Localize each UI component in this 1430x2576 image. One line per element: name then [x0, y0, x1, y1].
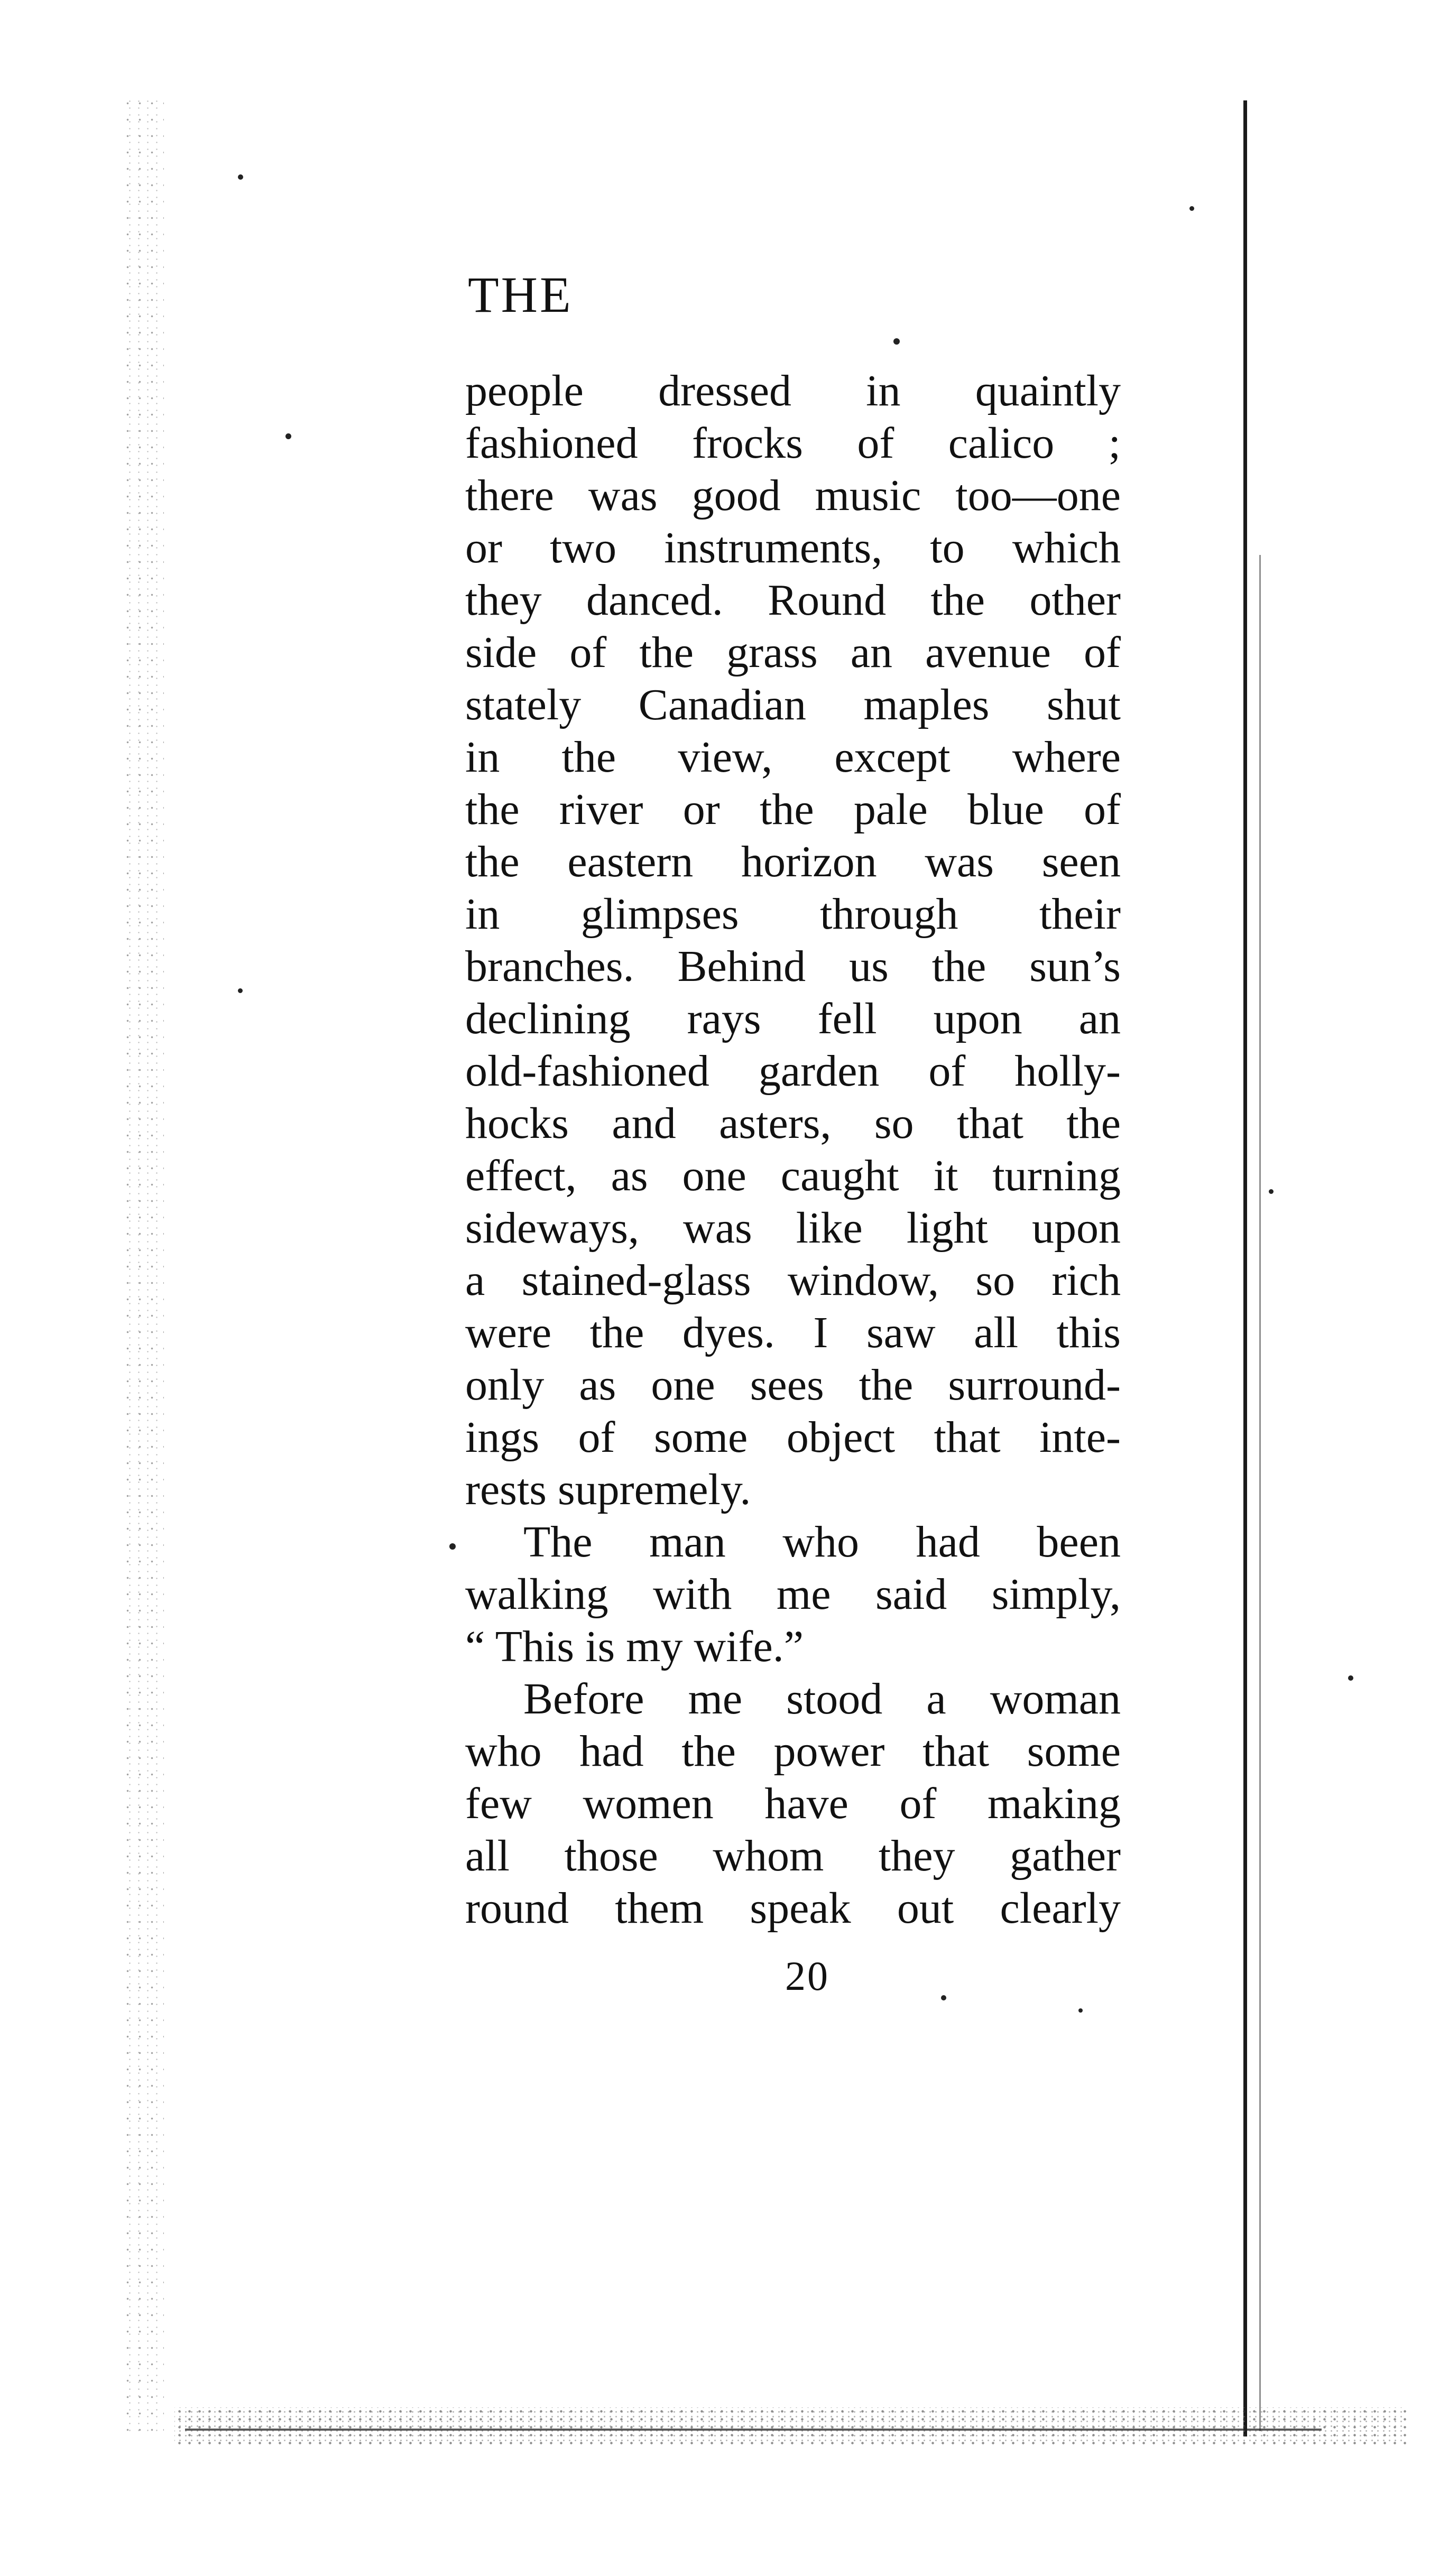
text-line: stately Canadian maples shut — [465, 680, 1121, 729]
scan-speck — [238, 174, 243, 180]
scan-speck — [893, 338, 900, 345]
scan-speck — [1078, 2008, 1083, 2013]
text-line: who had the power that some — [465, 1727, 1121, 1776]
text-line: the eastern horizon was seen — [465, 837, 1121, 886]
scan-speck — [1189, 206, 1194, 211]
text-line: in the view, except where — [465, 733, 1121, 782]
text-line: rests supremely. — [465, 1465, 751, 1514]
scan-speck — [941, 1995, 946, 2000]
text-line: side of the grass an avenue of — [465, 628, 1121, 677]
body-text — [465, 365, 1121, 1934]
text-line: were the dyes. I saw all this — [465, 1308, 1121, 1357]
page-number: 20 — [785, 1953, 829, 1999]
text-line: there was good music too—one — [465, 471, 1121, 520]
scan-speck — [1269, 1189, 1274, 1194]
text-line: effect, as one caught it turning — [465, 1151, 1121, 1200]
text-line: hocks and asters, so that the — [465, 1099, 1121, 1148]
page-left-edge-scan-noise — [122, 95, 164, 2431]
text-line: Before me stood a woman — [523, 1674, 1121, 1723]
page-right-edge-rule — [1243, 100, 1247, 2436]
page-right-edge-rule-secondary — [1259, 555, 1261, 2431]
text-line: The man who had been — [523, 1517, 1121, 1567]
text-line: “ This is my wife.” — [465, 1622, 804, 1671]
text-line: a stained-glass window, so rich — [465, 1256, 1121, 1305]
page-bottom-edge-rule — [185, 2429, 1322, 2431]
text-line: ings of some object that inte- — [465, 1413, 1121, 1462]
text-line: people dressed in quaintly — [465, 366, 1121, 415]
text-line: branches. Behind us the sun’s — [465, 942, 1121, 991]
text-line: or two instruments, to which — [465, 523, 1121, 572]
text-line: in glimpses through their — [465, 889, 1121, 939]
text-line: fashioned frocks of calico ; — [465, 419, 1121, 468]
scan-speck — [449, 1543, 456, 1550]
scan-speck — [1348, 1675, 1353, 1681]
text-line: few women have of making — [465, 1779, 1121, 1828]
text-line: they danced. Round the other — [465, 576, 1121, 625]
text-line: only as one sees the surround- — [465, 1360, 1121, 1410]
scan-speck — [238, 988, 243, 993]
text-line: sideways, was like light upon — [465, 1203, 1121, 1253]
text-line: old-fashioned garden of holly- — [465, 1046, 1121, 1096]
text-line: the river or the pale blue of — [465, 785, 1121, 834]
text-line: round them speak out clearly — [465, 1884, 1121, 1933]
running-head: THE — [468, 266, 573, 323]
text-line: walking with me said simply, — [465, 1570, 1121, 1619]
scan-speck — [285, 433, 291, 439]
text-line: all those whom they gather — [465, 1831, 1121, 1880]
text-line: declining rays fell upon an — [465, 994, 1121, 1043]
page-bottom-edge-scan-noise — [174, 2407, 1406, 2444]
